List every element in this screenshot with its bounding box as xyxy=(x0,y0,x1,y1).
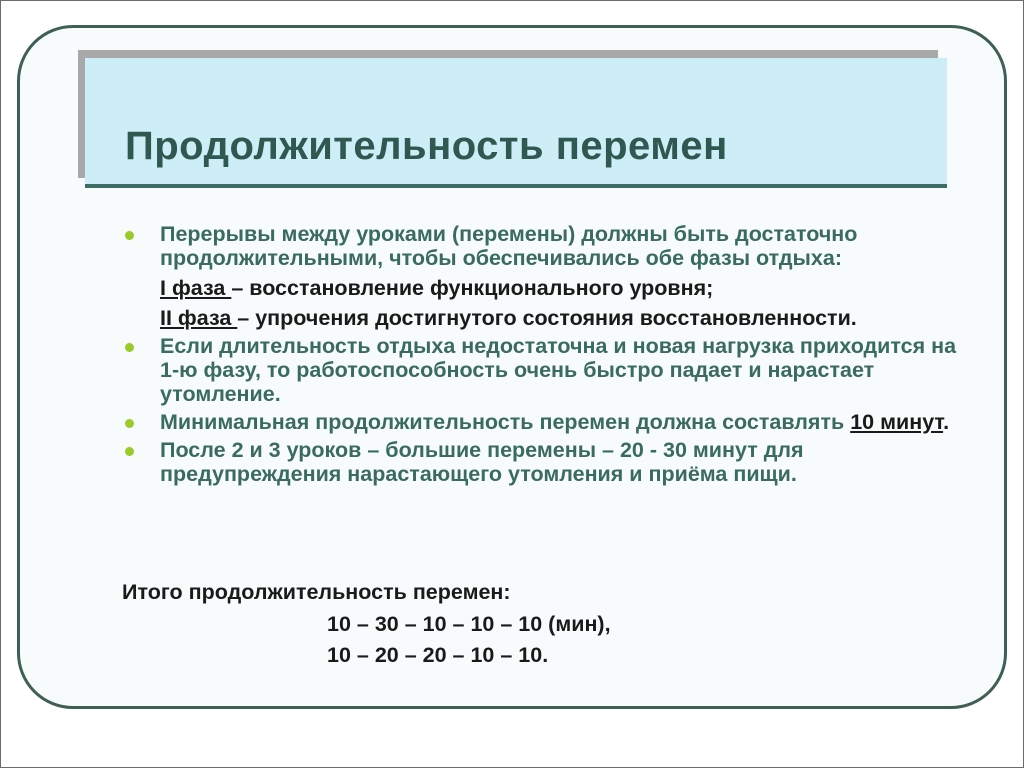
bullet-dot-icon xyxy=(125,419,134,428)
phase-2-text: – упрочения достигнутого состояния восстановленности. xyxy=(237,306,857,330)
bullet-item-2 xyxy=(122,334,962,406)
bullet-dot-icon xyxy=(125,231,134,240)
phase-1-text: – восстановление функционального уровня; xyxy=(231,276,714,300)
phase-1-label: I фаза xyxy=(160,276,232,300)
bullet-list xyxy=(122,222,962,490)
bullet-dot-icon xyxy=(125,343,134,352)
phase-2-line xyxy=(122,306,962,330)
slide-title: Продолжительность перемен xyxy=(125,124,728,168)
bullet-dot-icon xyxy=(125,447,134,456)
summary-sequence-2: 10 – 20 – 20 – 10 – 10. xyxy=(327,643,549,667)
bullet-text: После 2 и 3 уроков – большие перемены – 20 - 30 минут для предупреждения нарастающего утомления и приёма пищи. xyxy=(160,438,804,486)
bullet-item-1 xyxy=(122,222,962,270)
summary-sequence-1: 10 – 30 – 10 – 10 – 10 (мин), xyxy=(327,612,611,636)
phase-2-label: II фаза xyxy=(160,306,238,330)
phase-1-line xyxy=(122,276,962,300)
bullet-item-4 xyxy=(122,438,962,486)
bullet-text-before: Минимальная продолжительность перемен должна составлять xyxy=(160,410,851,434)
title-box xyxy=(85,58,947,188)
min-duration-highlight: 10 минут xyxy=(850,410,944,434)
bullet-item-3 xyxy=(122,410,962,434)
bullet-text: Перерывы между уроками (перемены) должны быть достаточно продолжительными, чтобы обеспечивались обе фазы отдыха: xyxy=(160,222,858,270)
bullet-text-after: . xyxy=(943,410,950,434)
summary-label: Итого продолжительность перемен: xyxy=(122,580,511,604)
bullet-text: Если длительность отдыха недостаточна и новая нагрузка приходится на 1-ю фазу, то работоспособность очень быстро падает и нарастает утомление. xyxy=(160,334,957,406)
